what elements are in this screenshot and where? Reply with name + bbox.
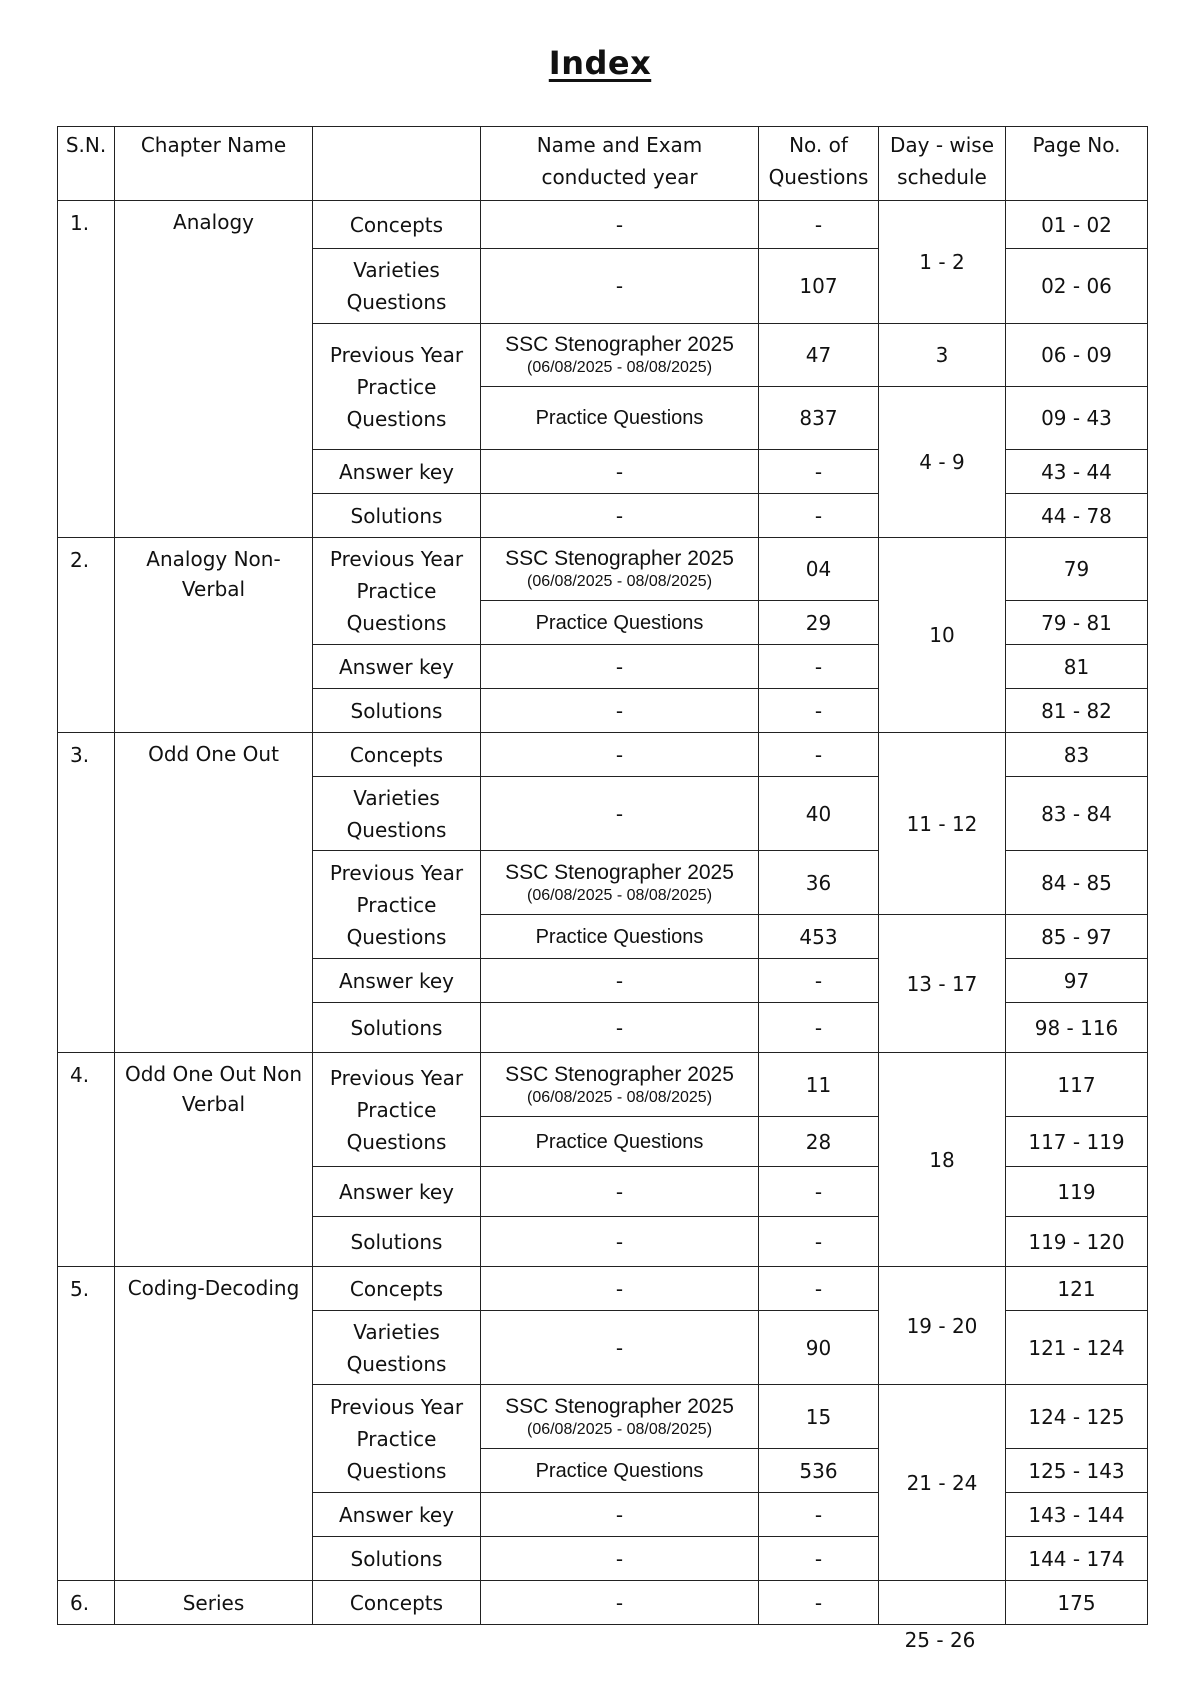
page-cell: 83 (1006, 733, 1148, 777)
row-type: Previous Year Practice Questions (313, 1385, 481, 1493)
row-type: Previous Year Practice Questions (313, 851, 481, 959)
page-cell: 09 - 43 (1006, 387, 1148, 450)
row-type: Answer key (313, 450, 481, 494)
page-cell: 43 - 44 (1006, 450, 1148, 494)
page-cell: 01 - 02 (1006, 201, 1148, 249)
schedule-continuation: 25 - 26 (904, 1628, 976, 1652)
questions-cell: 47 (759, 324, 879, 387)
row-type: Answer key (313, 1493, 481, 1537)
table-row (58, 1581, 1148, 1625)
exam-cell: Practice Questions (481, 601, 759, 645)
exam-cell: - (481, 249, 759, 324)
header-questions: No. of Questions (759, 127, 879, 201)
exam-cell (481, 538, 759, 601)
exam-cell: - (481, 777, 759, 851)
page-cell: 79 - 81 (1006, 601, 1148, 645)
page-cell: 79 (1006, 538, 1148, 601)
schedule-cell: 19 - 20 (879, 1267, 1006, 1385)
exam-cell: Practice Questions (481, 387, 759, 450)
questions-cell: - (759, 1217, 879, 1267)
header-row (58, 127, 1148, 201)
table-row (58, 1267, 1148, 1311)
page-title: Index (548, 44, 652, 82)
chapter-name: Analogy Non-Verbal (115, 538, 313, 733)
row-type: Concepts (313, 1581, 481, 1625)
row-type: Solutions (313, 689, 481, 733)
page-cell: 175 (1006, 1581, 1148, 1625)
exam-cell (481, 1053, 759, 1117)
chapter-sn: 5. (58, 1267, 115, 1581)
questions-cell: - (759, 1267, 879, 1311)
questions-cell: - (759, 959, 879, 1003)
exam-cell: - (481, 1167, 759, 1217)
exam-cell: Practice Questions (481, 1117, 759, 1167)
questions-cell: 40 (759, 777, 879, 851)
exam-cell: - (481, 1581, 759, 1625)
questions-cell: - (759, 201, 879, 249)
row-type: Answer key (313, 645, 481, 689)
row-type: Answer key (313, 959, 481, 1003)
row-type: Previous Year Practice Questions (313, 538, 481, 645)
table-row (58, 733, 1148, 777)
exam-cell: - (481, 1217, 759, 1267)
page-cell: 119 (1006, 1167, 1148, 1217)
exam-name: SSC Stenographer 2025 (505, 1062, 734, 1086)
chapter-name: Analogy (115, 201, 313, 538)
exam-cell: - (481, 494, 759, 538)
chapter-sn: 3. (58, 733, 115, 1053)
chapter-name: Series (115, 1581, 313, 1625)
page-cell: 84 - 85 (1006, 851, 1148, 915)
index-table (57, 126, 1148, 1625)
questions-cell: 15 (759, 1385, 879, 1449)
page-cell: 97 (1006, 959, 1148, 1003)
questions-cell: - (759, 1581, 879, 1625)
header-page: Page No. (1006, 127, 1148, 201)
header-sn: S.N. (58, 127, 115, 201)
page-cell: 02 - 06 (1006, 249, 1148, 324)
questions-cell: 36 (759, 851, 879, 915)
questions-cell: - (759, 645, 879, 689)
table-row (58, 201, 1148, 249)
row-type: Solutions (313, 1537, 481, 1581)
exam-cell: - (481, 201, 759, 249)
exam-dates: (06/08/2025 - 08/08/2025) (526, 1088, 713, 1106)
questions-cell: - (759, 1167, 879, 1217)
schedule-cell: 1 - 2 (879, 201, 1006, 324)
exam-cell: - (481, 1493, 759, 1537)
row-type: Concepts (313, 733, 481, 777)
schedule-cell: 10 (879, 538, 1006, 733)
page-cell: 85 - 97 (1006, 915, 1148, 959)
page-cell: 117 - 119 (1006, 1117, 1148, 1167)
exam-name: SSC Stenographer 2025 (505, 860, 734, 884)
questions-cell: - (759, 1493, 879, 1537)
chapter-name: Odd One Out (115, 733, 313, 1053)
exam-cell (481, 324, 759, 387)
questions-cell: - (759, 450, 879, 494)
schedule-cell: 3 (879, 324, 1006, 387)
chapter-sn: 4. (58, 1053, 115, 1267)
chapter-sn: 2. (58, 538, 115, 733)
questions-cell: 04 (759, 538, 879, 601)
schedule-cell: 21 - 24 (879, 1385, 1006, 1581)
questions-cell: 28 (759, 1117, 879, 1167)
exam-dates: (06/08/2025 - 08/08/2025) (526, 359, 713, 376)
page-cell: 121 - 124 (1006, 1311, 1148, 1385)
exam-cell: - (481, 1537, 759, 1581)
schedule-cell: 18 (879, 1053, 1006, 1267)
exam-dates: (06/08/2025 - 08/08/2025) (526, 1420, 713, 1438)
exam-cell: Practice Questions (481, 915, 759, 959)
chapter-sn: 1. (58, 201, 115, 538)
exam-cell (481, 851, 759, 915)
header-chapter: Chapter Name (115, 127, 313, 201)
questions-cell: 107 (759, 249, 879, 324)
table-row (58, 538, 1148, 601)
header-blank (313, 127, 481, 201)
page-cell: 83 - 84 (1006, 777, 1148, 851)
chapter-sn: 6. (58, 1581, 115, 1625)
exam-name: SSC Stenographer 2025 (505, 547, 734, 570)
questions-cell: 453 (759, 915, 879, 959)
exam-cell: - (481, 645, 759, 689)
schedule-cell: 4 - 9 (879, 387, 1006, 538)
page-cell: 117 (1006, 1053, 1148, 1117)
questions-cell: - (759, 1003, 879, 1053)
questions-cell: - (759, 494, 879, 538)
exam-cell: - (481, 450, 759, 494)
exam-cell: - (481, 1267, 759, 1311)
exam-cell: - (481, 959, 759, 1003)
schedule-cell: 13 - 17 (879, 915, 1006, 1053)
page-cell: 125 - 143 (1006, 1449, 1148, 1493)
questions-cell: - (759, 689, 879, 733)
exam-cell: Practice Questions (481, 1449, 759, 1493)
row-type: Solutions (313, 1217, 481, 1267)
row-type: Concepts (313, 201, 481, 249)
chapter-name: Odd One Out Non Verbal (115, 1053, 313, 1267)
header-schedule: Day - wise schedule (879, 127, 1006, 201)
exam-cell: - (481, 733, 759, 777)
row-type: Previous Year Practice Questions (313, 1053, 481, 1167)
questions-cell: 11 (759, 1053, 879, 1117)
questions-cell: 29 (759, 601, 879, 645)
exam-name: SSC Stenographer 2025 (505, 1394, 734, 1418)
table-row (58, 1053, 1148, 1117)
questions-cell: 536 (759, 1449, 879, 1493)
questions-cell: 837 (759, 387, 879, 450)
chapter-name: Coding-Decoding (115, 1267, 313, 1581)
row-type: Solutions (313, 494, 481, 538)
row-type: Varieties Questions (313, 249, 481, 324)
schedule-cell-empty (879, 1581, 1006, 1625)
row-type: Answer key (313, 1167, 481, 1217)
row-type: Concepts (313, 1267, 481, 1311)
page-cell: 81 - 82 (1006, 689, 1148, 733)
page-cell: 81 (1006, 645, 1148, 689)
header-exam: Name and Exam conducted year (481, 127, 759, 201)
row-type: Previous Year Practice Questions (313, 324, 481, 450)
page-cell: 144 - 174 (1006, 1537, 1148, 1581)
exam-cell: - (481, 1003, 759, 1053)
questions-cell: - (759, 1537, 879, 1581)
row-type: Varieties Questions (313, 777, 481, 851)
exam-cell: - (481, 689, 759, 733)
page-cell: 44 - 78 (1006, 494, 1148, 538)
exam-dates: (06/08/2025 - 08/08/2025) (526, 573, 713, 590)
exam-dates: (06/08/2025 - 08/08/2025) (526, 886, 713, 904)
row-type: Solutions (313, 1003, 481, 1053)
page-cell: 119 - 120 (1006, 1217, 1148, 1267)
page-cell: 124 - 125 (1006, 1385, 1148, 1449)
page-cell: 98 - 116 (1006, 1003, 1148, 1053)
exam-cell (481, 1385, 759, 1449)
row-type: Varieties Questions (313, 1311, 481, 1385)
page-cell: 06 - 09 (1006, 324, 1148, 387)
exam-name: SSC Stenographer 2025 (505, 333, 734, 356)
page-cell: 121 (1006, 1267, 1148, 1311)
questions-cell: 90 (759, 1311, 879, 1385)
schedule-cell: 11 - 12 (879, 733, 1006, 915)
page-cell: 143 - 144 (1006, 1493, 1148, 1537)
questions-cell: - (759, 733, 879, 777)
exam-cell: - (481, 1311, 759, 1385)
